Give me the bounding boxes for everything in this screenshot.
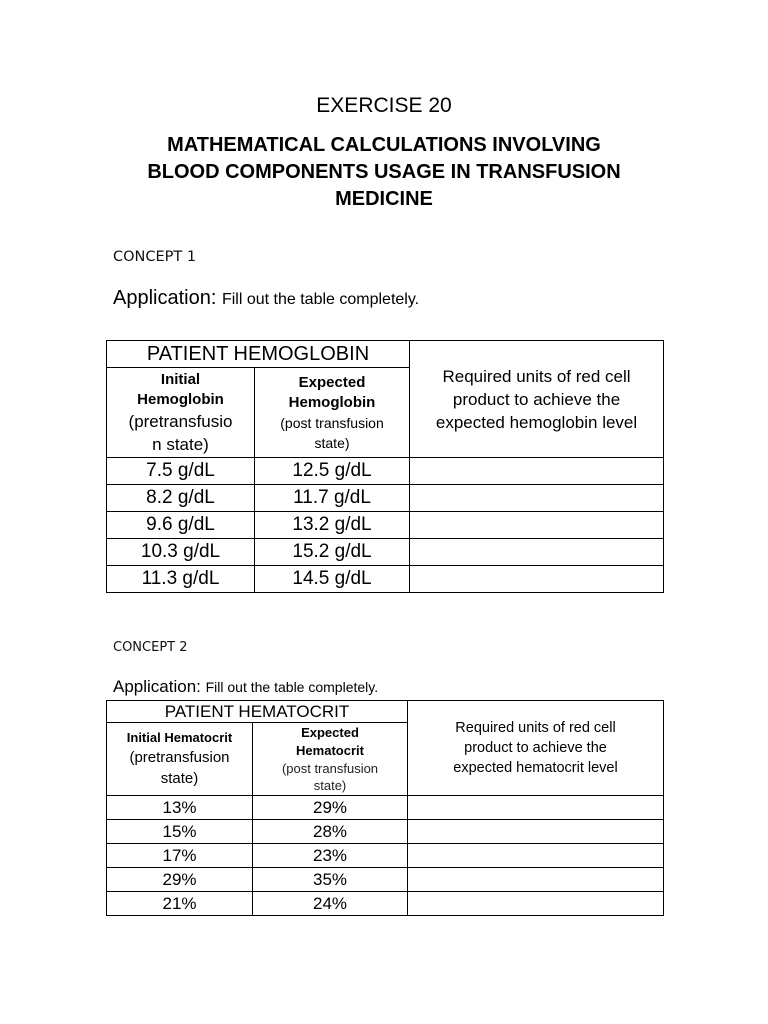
initial-value: 9.6 g/dL <box>107 512 255 539</box>
answer-cell[interactable] <box>410 566 664 593</box>
answer-cell[interactable] <box>408 820 664 844</box>
table-row <box>107 458 664 485</box>
concept-2-application <box>113 677 378 697</box>
title-line: MEDICINE <box>335 188 433 210</box>
header-note: state) <box>313 778 347 793</box>
header-line: expected hematocrit level <box>453 760 618 776</box>
expected-value: 14.5 g/dL <box>255 566 410 593</box>
application-instruction: Fill out the table completely. <box>205 679 379 695</box>
answer-cell[interactable] <box>408 844 664 868</box>
table-group-header: PATIENT HEMATOCRIT <box>107 701 408 723</box>
initial-hematocrit-header <box>107 723 253 796</box>
answer-cell[interactable] <box>410 458 664 485</box>
header-line: product to achieve the <box>464 740 607 756</box>
header-line: Hemoglobin <box>288 393 376 411</box>
application-instruction: Fill out the table completely. <box>221 291 420 308</box>
header-note: (post transfusion <box>280 414 384 431</box>
expected-value: 24% <box>253 892 408 916</box>
header-note: state) <box>314 434 350 451</box>
initial-value: 11.3 g/dL <box>107 566 255 593</box>
answer-cell[interactable] <box>410 539 664 566</box>
initial-value: 29% <box>107 868 253 892</box>
header-line: expected hemoglobin level <box>435 412 638 432</box>
initial-value: 13% <box>107 796 253 820</box>
header-line: Required units of red cell <box>442 366 631 386</box>
initial-value: 8.2 g/dL <box>107 485 255 512</box>
expected-value: 28% <box>253 820 408 844</box>
title-line: MATHEMATICAL CALCULATIONS INVOLVING <box>167 134 601 156</box>
header-note: (post transfusion <box>281 761 379 776</box>
title-line: BLOOD COMPONENTS USAGE IN TRANSFUSION <box>147 161 621 183</box>
initial-value: 7.5 g/dL <box>107 458 255 485</box>
answer-cell[interactable] <box>408 796 664 820</box>
header-line: Required units of red cell <box>455 720 616 736</box>
expected-value: 35% <box>253 868 408 892</box>
expected-hematocrit-header <box>253 723 408 796</box>
table-row <box>107 820 664 844</box>
header-line: Hemoglobin <box>137 390 224 408</box>
header-note: n state) <box>152 434 209 454</box>
expected-hemoglobin-header <box>255 368 410 458</box>
document-title <box>100 132 668 213</box>
header-note: (pretransfusio <box>128 411 233 431</box>
expected-value: 11.7 g/dL <box>255 485 410 512</box>
header-line: Expected <box>298 373 366 391</box>
header-line: Initial Hematocrit <box>126 730 233 745</box>
answer-cell[interactable] <box>408 868 664 892</box>
header-note: state) <box>160 770 199 787</box>
header-line: product to achieve the <box>452 389 621 409</box>
expected-value: 15.2 g/dL <box>255 539 410 566</box>
table-row <box>107 485 664 512</box>
concept-2-heading: CONCEPT 2 <box>113 640 188 655</box>
answer-cell[interactable] <box>408 892 664 916</box>
initial-value: 15% <box>107 820 253 844</box>
initial-hemoglobin-header <box>107 368 255 458</box>
table-group-header: PATIENT HEMOGLOBIN <box>107 341 410 368</box>
table-row <box>107 844 664 868</box>
answer-cell[interactable] <box>410 512 664 539</box>
expected-value: 29% <box>253 796 408 820</box>
expected-value: 23% <box>253 844 408 868</box>
header-line: Expected <box>301 725 359 740</box>
table-row <box>107 868 664 892</box>
initial-value: 21% <box>107 892 253 916</box>
expected-value: 12.5 g/dL <box>255 458 410 485</box>
initial-value: 10.3 g/dL <box>107 539 255 566</box>
hematocrit-table <box>106 700 664 916</box>
answer-cell[interactable] <box>410 485 664 512</box>
initial-value: 17% <box>107 844 253 868</box>
application-label: Application: <box>113 287 217 309</box>
hemoglobin-table <box>106 340 664 593</box>
table-row <box>107 539 664 566</box>
header-note: (pretransfusion <box>129 749 230 766</box>
table-row <box>107 566 664 593</box>
table-row <box>107 512 664 539</box>
concept-1-heading: CONCEPT 1 <box>113 249 197 265</box>
required-units-header <box>408 701 664 796</box>
expected-value: 13.2 g/dL <box>255 512 410 539</box>
exercise-label: EXERCISE 20 <box>316 94 452 117</box>
header-line: Hematocrit <box>296 743 364 758</box>
table-row <box>107 892 664 916</box>
header-line: Initial <box>160 370 201 388</box>
concept-1-application <box>113 287 419 310</box>
table-row <box>107 796 664 820</box>
application-label: Application: <box>113 677 201 696</box>
required-units-header <box>410 341 664 458</box>
